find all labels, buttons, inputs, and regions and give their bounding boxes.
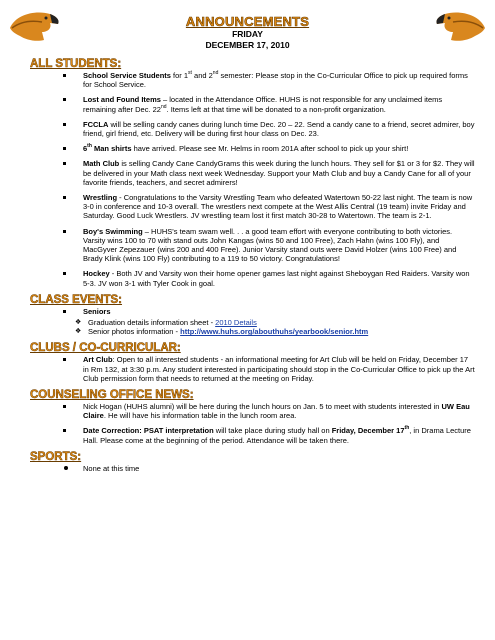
page-title: ANNOUNCEMENTS <box>185 14 310 29</box>
list-item: 6th Man shirts have arrived. Please see Mr. Helms in room 201A after school to pick up your shirt! <box>0 144 495 153</box>
list-item: FCCLA will be selling candy canes during lunch time Dec. 20 – 22. Send a candy cane to a friend, secret admirer, boy friend, girl friend, etc. Delivery will be during first hour class on Dec. 23. <box>0 120 495 138</box>
list-item: Nick Hogan (HUHS alumni) will be here during the lunch hours on Jan. 5 to meet with students interested in UW Eau Claire. He will have his information table in the lunch room area. <box>0 402 495 420</box>
list-item: ❖ Senior photos information - http://www.huhs.org/abouthuhs/yearbook/senior.htm <box>0 327 495 336</box>
section-heading-clubs: CLUBS / CO-CURRICULAR: <box>30 342 181 355</box>
list-item: Date Correction: PSAT interpretation will take place during study hall on Friday, December 17th, in Drama Lecture Hall. Please come at the beginning of the period. Attendance will be taken there. <box>0 426 495 444</box>
details-link[interactable]: 2010 Details <box>215 318 257 328</box>
list-item: None at this time <box>0 464 495 473</box>
list-item: School Service Students for 1st and 2nd semester: Please stop in the Co-Curricular Office to pick up required forms for School Service. <box>0 71 495 89</box>
list-item: Boy's Swimming – HUHS's team swam well. . . a good team effort with everyone contributing to both victories. Varsity wins 100 to 70 with stand outs John Kangas (wins 50 and 100 Free), Zach Hahn (wins 100 Fly), and MacGyver Zepezauer (wins 200 and 400 Free). Junior Varsity stand outs were David Holzer (wins 100 Free) and Brady Klink (wins 100 Fly) contributing to a 119 to 50 victory. Congratulations! <box>0 227 495 264</box>
all-students-list <box>0 71 495 288</box>
senior-photos-link[interactable]: http://www.huhs.org/abouthuhs/yearbook/senior.htm <box>180 327 369 337</box>
list-item: Lost and Found Items – located in the Attendance Office. HUHS is not responsible for any unclaimed items remaining after Dec. 22nd. Items left at that time will be donated to a non-profit organization. <box>0 95 495 113</box>
clubs-list <box>0 355 495 383</box>
announcements-body <box>0 58 495 473</box>
section-heading-sports: SPORTS: <box>30 450 82 463</box>
list-item: ❖ Graduation details information sheet - 2010 Details <box>0 318 495 327</box>
section-heading-all-students: ALL STUDENTS: <box>30 58 122 70</box>
list-item: Art Club: Open to all interested students - an informational meeting for Art Club will be held on Friday, December 17 in Rm 132, at 3:30 p.m. Any student interested in participating should stop in the Co-Curricular Office to pick up the Art Club permission form that needs to returned at the meeting on Friday. <box>0 355 495 383</box>
header <box>0 14 495 51</box>
list-item: Math Club is selling Candy Cane CandyGrams this week during the lunch hours. They sell for $1 or 3 for $2. They will be delivered in your Math class next week Wednesday. Support your Math Club and buy a Candy Cane for all of your favorite friends, teachers, and secret admirers! <box>0 159 495 187</box>
list-item: Seniors <box>0 307 495 316</box>
list-item: Wrestling - Congratulations to the Varsity Wrestling Team who defeated Watertown 50-22 last night. The team is now 3-0 in conference and 10-3 overall. The wrestlers next compete at the West Allis Central (19 team) invite Friday and Saturday. Good Luck Wrestlers. JV wrestling team lost it first match 30-28 to Watertown. The team is 2-1. <box>0 193 495 221</box>
section-heading-class-events: CLASS EVENTS: <box>30 293 123 306</box>
sports-list <box>0 464 495 473</box>
header-date: DECEMBER 17, 2010 <box>205 40 290 50</box>
list-item: Hockey - Both JV and Varsity won their home opener games last night against Sheboygan Red Raiders. Varsity won 5-3. JV won 3-1 with Tyler Cook in goal. <box>0 269 495 287</box>
counseling-list <box>0 402 495 445</box>
class-events-list <box>0 307 495 316</box>
header-day: FRIDAY <box>232 29 263 39</box>
senior-details-list <box>0 318 495 336</box>
section-heading-counseling: COUNSELING OFFICE NEWS: <box>30 389 194 402</box>
